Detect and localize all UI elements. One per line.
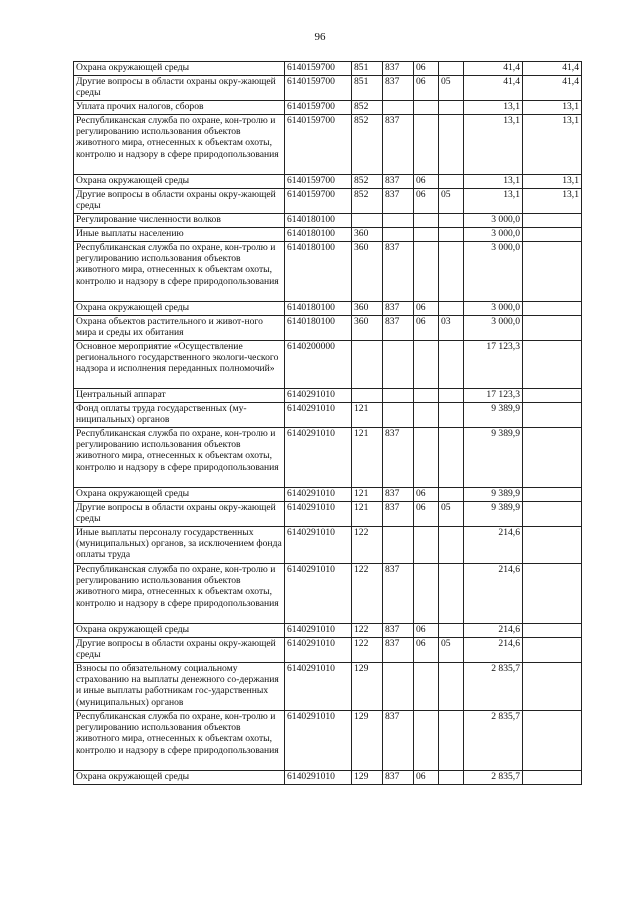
row-code: 6140180100	[285, 302, 352, 316]
row-expense-type: 360	[352, 316, 383, 341]
row-expense-type: 360	[352, 228, 383, 242]
row-amount-2: 13,1	[523, 175, 582, 189]
row-code: 6140159700	[285, 62, 352, 76]
table-row	[74, 624, 582, 638]
table-row	[74, 638, 582, 663]
row-subsection	[439, 488, 464, 502]
row-ministry-code: 837	[383, 316, 414, 341]
row-subsection: 05	[439, 76, 464, 101]
table-row	[74, 488, 582, 502]
table-row	[74, 502, 582, 527]
row-subsection: 05	[439, 638, 464, 663]
row-amount-1: 3 000,0	[464, 316, 523, 341]
row-name: Республиканская служба по охране, кон-тролю и регулированию использования объектов животного мира, отнесенных к объектам охоты, контролю и надзору в сфере природопользования	[74, 564, 285, 624]
row-expense-type	[352, 214, 383, 228]
table-row	[74, 302, 582, 316]
row-subsection: 03	[439, 316, 464, 341]
table-row	[74, 101, 582, 115]
row-amount-1: 214,6	[464, 564, 523, 624]
row-name: Другие вопросы в области охраны окру-жающей среды	[74, 189, 285, 214]
row-amount-2	[523, 389, 582, 403]
row-amount-2	[523, 663, 582, 711]
row-name: Охрана окружающей среды	[74, 175, 285, 189]
table-row	[74, 428, 582, 488]
row-section	[414, 341, 439, 389]
row-code: 6140291010	[285, 488, 352, 502]
row-expense-type: 852	[352, 101, 383, 115]
row-amount-2	[523, 638, 582, 663]
row-ministry-code: 837	[383, 115, 414, 175]
row-subsection	[439, 115, 464, 175]
row-expense-type: 360	[352, 242, 383, 302]
row-amount-1: 13,1	[464, 189, 523, 214]
row-amount-1: 3 000,0	[464, 302, 523, 316]
row-amount-2: 41,4	[523, 62, 582, 76]
row-ministry-code: 837	[383, 624, 414, 638]
row-amount-1: 214,6	[464, 638, 523, 663]
row-name: Охрана окружающей среды	[74, 302, 285, 316]
row-name: Охрана объектов растительного и живот-ного мира и среды их обитания	[74, 316, 285, 341]
row-expense-type: 121	[352, 502, 383, 527]
row-code: 6140180100	[285, 242, 352, 302]
row-expense-type: 121	[352, 428, 383, 488]
row-name: Иные выплаты населению	[74, 228, 285, 242]
row-code: 6140159700	[285, 115, 352, 175]
page-number: 96	[314, 31, 326, 43]
row-amount-2	[523, 403, 582, 428]
row-code: 6140159700	[285, 175, 352, 189]
table-row	[74, 228, 582, 242]
row-ministry-code: 837	[383, 76, 414, 101]
row-amount-2: 41,4	[523, 76, 582, 101]
row-code: 6140291010	[285, 624, 352, 638]
row-amount-1: 13,1	[464, 175, 523, 189]
row-name: Республиканская служба по охране, кон-тролю и регулированию использования объектов животного мира, отнесенных к объектам охоты, контролю и надзору в сфере природопользования	[74, 428, 285, 488]
row-name: Республиканская служба по охране, кон-тролю и регулированию использования объектов животного мира, отнесенных к объектам охоты, контролю и надзору в сфере природопользования	[74, 115, 285, 175]
row-subsection	[439, 564, 464, 624]
row-expense-type: 122	[352, 527, 383, 564]
row-code: 6140180100	[285, 214, 352, 228]
row-expense-type: 360	[352, 302, 383, 316]
row-subsection	[439, 228, 464, 242]
row-amount-1: 13,1	[464, 101, 523, 115]
row-amount-1: 13,1	[464, 115, 523, 175]
row-code: 6140291010	[285, 502, 352, 527]
row-name: Фонд оплаты труда государственных (му-ниципальных) органов	[74, 403, 285, 428]
row-expense-type: 851	[352, 76, 383, 101]
budget-table	[73, 61, 582, 785]
row-section	[414, 389, 439, 403]
row-ministry-code	[383, 389, 414, 403]
row-amount-2	[523, 564, 582, 624]
table-row	[74, 62, 582, 76]
table-row	[74, 389, 582, 403]
table-row	[74, 711, 582, 771]
row-amount-2	[523, 228, 582, 242]
row-amount-2	[523, 711, 582, 771]
row-amount-2: 13,1	[523, 101, 582, 115]
row-expense-type: 122	[352, 638, 383, 663]
row-section	[414, 403, 439, 428]
row-amount-1: 2 835,7	[464, 711, 523, 771]
row-ministry-code: 837	[383, 638, 414, 663]
table-row	[74, 189, 582, 214]
row-ministry-code: 837	[383, 62, 414, 76]
row-expense-type: 129	[352, 711, 383, 771]
table-row	[74, 771, 582, 785]
row-ministry-code: 837	[383, 302, 414, 316]
row-section	[414, 663, 439, 711]
table-row	[74, 663, 582, 711]
row-amount-2	[523, 771, 582, 785]
table-row	[74, 527, 582, 564]
row-amount-2	[523, 502, 582, 527]
table-row	[74, 341, 582, 389]
row-ministry-code: 837	[383, 502, 414, 527]
row-section	[414, 527, 439, 564]
row-expense-type: 852	[352, 175, 383, 189]
row-subsection	[439, 663, 464, 711]
row-code: 6140291010	[285, 527, 352, 564]
row-section: 06	[414, 502, 439, 527]
row-amount-2	[523, 316, 582, 341]
row-subsection: 05	[439, 502, 464, 527]
row-section: 06	[414, 624, 439, 638]
row-amount-1: 17 123,3	[464, 341, 523, 389]
row-subsection	[439, 711, 464, 771]
row-code: 6140180100	[285, 316, 352, 341]
row-amount-1: 9 389,9	[464, 403, 523, 428]
row-section: 06	[414, 302, 439, 316]
row-section	[414, 428, 439, 488]
row-section: 06	[414, 488, 439, 502]
row-code: 6140291010	[285, 403, 352, 428]
row-expense-type: 121	[352, 488, 383, 502]
table-row	[74, 115, 582, 175]
row-code: 6140291010	[285, 389, 352, 403]
row-amount-1: 9 389,9	[464, 488, 523, 502]
budget-table-body	[74, 62, 582, 785]
row-name: Другие вопросы в области охраны окру-жающей среды	[74, 502, 285, 527]
row-code: 6140159700	[285, 76, 352, 101]
row-subsection	[439, 101, 464, 115]
row-amount-1: 2 835,7	[464, 663, 523, 711]
row-name: Регулирование численности волков	[74, 214, 285, 228]
row-name: Охрана окружающей среды	[74, 488, 285, 502]
row-amount-2	[523, 302, 582, 316]
row-code: 6140291010	[285, 663, 352, 711]
row-name: Иные выплаты персоналу государственных (муниципальных) органов, за исключением фонда оплаты труда	[74, 527, 285, 564]
row-code: 6140159700	[285, 101, 352, 115]
row-amount-1: 3 000,0	[464, 214, 523, 228]
row-ministry-code: 837	[383, 771, 414, 785]
row-expense-type: 121	[352, 403, 383, 428]
row-amount-2	[523, 242, 582, 302]
row-expense-type	[352, 389, 383, 403]
row-name: Центральный аппарат	[74, 389, 285, 403]
row-name: Охрана окружающей среды	[74, 62, 285, 76]
row-ministry-code: 837	[383, 564, 414, 624]
row-section	[414, 214, 439, 228]
row-ministry-code: 837	[383, 189, 414, 214]
row-subsection	[439, 214, 464, 228]
row-expense-type: 129	[352, 663, 383, 711]
row-section: 06	[414, 316, 439, 341]
row-code: 6140291010	[285, 711, 352, 771]
row-code: 6140291010	[285, 771, 352, 785]
row-subsection	[439, 428, 464, 488]
row-ministry-code	[383, 101, 414, 115]
row-expense-type: 851	[352, 62, 383, 76]
row-subsection	[439, 624, 464, 638]
row-ministry-code	[383, 403, 414, 428]
row-section	[414, 564, 439, 624]
row-amount-1: 2 835,7	[464, 771, 523, 785]
row-subsection	[439, 302, 464, 316]
row-name: Другие вопросы в области охраны окру-жающей среды	[74, 76, 285, 101]
row-code: 6140291010	[285, 638, 352, 663]
row-ministry-code	[383, 663, 414, 711]
row-code: 6140291010	[285, 564, 352, 624]
row-section	[414, 115, 439, 175]
row-section	[414, 711, 439, 771]
table-row	[74, 175, 582, 189]
row-section	[414, 242, 439, 302]
row-amount-2	[523, 214, 582, 228]
row-subsection	[439, 242, 464, 302]
row-subsection	[439, 771, 464, 785]
row-name: Другие вопросы в области охраны окру-жающей среды	[74, 638, 285, 663]
row-amount-1: 9 389,9	[464, 502, 523, 527]
row-name: Охрана окружающей среды	[74, 771, 285, 785]
row-section: 06	[414, 189, 439, 214]
row-code: 6140291010	[285, 428, 352, 488]
row-amount-2	[523, 428, 582, 488]
row-subsection	[439, 341, 464, 389]
row-ministry-code	[383, 228, 414, 242]
row-section: 06	[414, 175, 439, 189]
row-code: 6140180100	[285, 228, 352, 242]
row-section	[414, 101, 439, 115]
row-amount-1: 3 000,0	[464, 242, 523, 302]
table-row	[74, 403, 582, 428]
row-amount-2: 13,1	[523, 115, 582, 175]
row-amount-1: 17 123,3	[464, 389, 523, 403]
row-ministry-code: 837	[383, 242, 414, 302]
row-amount-1: 9 389,9	[464, 428, 523, 488]
table-row	[74, 76, 582, 101]
row-name: Основное мероприятие «Осуществление регионального государственного экологи-ческого надзора и исполнения переданных полномочий»	[74, 341, 285, 389]
row-ministry-code: 837	[383, 428, 414, 488]
row-section: 06	[414, 62, 439, 76]
row-amount-2	[523, 624, 582, 638]
row-subsection	[439, 403, 464, 428]
row-expense-type: 122	[352, 564, 383, 624]
row-name: Охрана окружающей среды	[74, 624, 285, 638]
row-amount-2	[523, 527, 582, 564]
row-name: Взносы по обязательному социальному страхованию на выплаты денежного со-держания и иные выплаты работникам гос-ударственных (муниципальных) органов	[74, 663, 285, 711]
row-amount-1: 214,6	[464, 527, 523, 564]
row-code: 6140159700	[285, 189, 352, 214]
row-ministry-code: 837	[383, 175, 414, 189]
row-section	[414, 228, 439, 242]
row-subsection	[439, 389, 464, 403]
row-expense-type: 852	[352, 115, 383, 175]
row-amount-2	[523, 488, 582, 502]
row-ministry-code	[383, 527, 414, 564]
row-ministry-code	[383, 341, 414, 389]
row-expense-type	[352, 341, 383, 389]
row-amount-1: 214,6	[464, 624, 523, 638]
row-amount-2: 13,1	[523, 189, 582, 214]
row-section: 06	[414, 638, 439, 663]
table-row	[74, 316, 582, 341]
row-name: Республиканская служба по охране, кон-тролю и регулированию использования объектов животного мира, отнесенных к объектам охоты, контролю и надзору в сфере природопользования	[74, 711, 285, 771]
row-amount-1: 41,4	[464, 76, 523, 101]
table-row	[74, 564, 582, 624]
row-ministry-code	[383, 214, 414, 228]
row-name: Уплата прочих налогов, сборов	[74, 101, 285, 115]
row-amount-2	[523, 341, 582, 389]
row-amount-1: 3 000,0	[464, 228, 523, 242]
row-subsection	[439, 62, 464, 76]
row-ministry-code: 837	[383, 488, 414, 502]
row-subsection: 05	[439, 189, 464, 214]
row-section: 06	[414, 76, 439, 101]
row-expense-type: 122	[352, 624, 383, 638]
row-amount-1: 41,4	[464, 62, 523, 76]
row-section: 06	[414, 771, 439, 785]
row-subsection	[439, 175, 464, 189]
table-row	[74, 242, 582, 302]
row-ministry-code: 837	[383, 711, 414, 771]
row-code: 6140200000	[285, 341, 352, 389]
row-expense-type: 852	[352, 189, 383, 214]
row-subsection	[439, 527, 464, 564]
table-row	[74, 214, 582, 228]
row-expense-type: 129	[352, 771, 383, 785]
row-name: Республиканская служба по охране, кон-тролю и регулированию использования объектов животного мира, отнесенных к объектам охоты, контролю и надзору в сфере природопользования	[74, 242, 285, 302]
